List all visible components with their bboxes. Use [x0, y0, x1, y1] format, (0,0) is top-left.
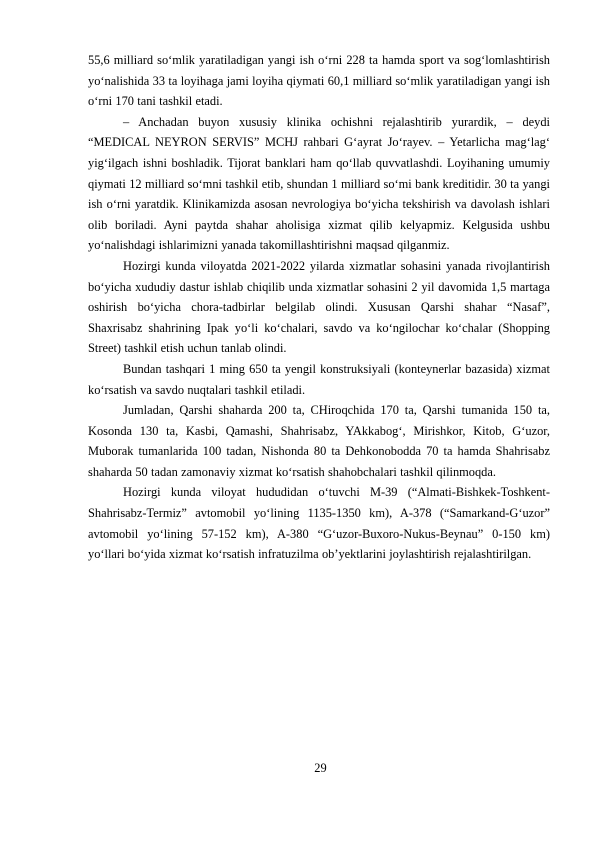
paragraph-services-program: Hozirgi kunda viloyatda 2021-2022 yilarda xizmatlar sohasini yanada rivojlantirish bo‘yicha xududiy dastur ishlab chiqilib unda xizmatlar sohasini 2 yil davomida 1,5 martaga oshirish bo‘yicha chora-tadbirlar belgilab olindi. Xususan Qarshi shahar “Nasaf”, Shaxrisabz shahrining Ipak yo‘li ko‘chalari, savdo va ko‘ngilochar ko‘chalar (Shopping Street) tashkil etish uchun tanlab olindi.	[88, 258, 550, 356]
paragraph-roads-infrastructure: Hozirgi kunda viloyat hududidan o‘tuvchi M-39 (“Almati-Bishkek-Toshkent-Shahrisabz-Termiz” avtomobil yo‘lining 1135-1350 km), A-378 (“Samarkand-G‘uzor” avtomobil yo‘lining 57-152 km), A-380 “G‘uzor-Buxoro-Nukus-Beynau” 0-150 km) yo‘llari bo‘yida xizmat ko‘rsatish infratuzilma ob’yektlarini joylashtirish rejalashtirilgan.	[88, 485, 550, 562]
paragraph-clinic-quote: – Anchadan buyon xususiy klinika ochishni rejalashtirib yurardik, – deydi “MEDICAL NEYRON SERVIS” MCHJ rahbari G‘ayrat Jo‘rayev. – Yetarlicha mag‘lag‘ yig‘ilgach ishni boshladik. Tijorat banklari ham qo‘llab quvvatlashdi. Loyihaning umumiy qiymati 12 milliard so‘mni tashkil etib, shundan 1 milliard so‘mi bank kreditidir. 30 ta yangi ish o‘rni yaratdik. Klinikamizda asosan nevrologiya bo‘yicha tekshirish va davolash ishlari olib boriladi. Ayni paytda shahar aholisiga xizmat qilib kelyapmiz. Kelgusida ushbu yo‘nalishdagi ishlarimizni yanada takomillashtirishni maqsad qilganmiz.	[88, 114, 550, 253]
paragraph-continuation: 55,6 milliard so‘mlik yaratiladigan yangi ish o‘rni 228 ta hamda sport va sog‘lomlashtirish yo‘nalishida 33 ta loyihaga jami loyiha qiymati 60,1 milliard so‘mlik yaratiladigan yangi ish o‘rni 170 tani tashkil etadi.	[88, 53, 550, 109]
paragraph-container-points: Bundan tashqari 1 ming 650 ta yengil konstruksiyali (konteynerlar bazasida) xizmat ko‘rsatish va savdo nuqtalari tashkil etiladi.	[88, 361, 550, 397]
paragraph-districts: Jumladan, Qarshi shaharda 200 ta, CHiroqchida 170 ta, Qarshi tumanida 150 ta, Kosonda 130 ta, Kasbi, Qamashi, Shahrisabz, YAkkabog‘, Mirishkor, Kitob, G‘uzor, Muborak tumanlarida 100 tadan, Nishonda 80 ta Dehkonobodda 70 ta hamda Shahrisabz shaharda 50 tadan zamonaviy xizmat ko‘rsatish shahobchalari tashkil qilinmoqda.	[88, 403, 550, 479]
page-number: 29	[314, 761, 327, 775]
document-body	[88, 50, 550, 565]
